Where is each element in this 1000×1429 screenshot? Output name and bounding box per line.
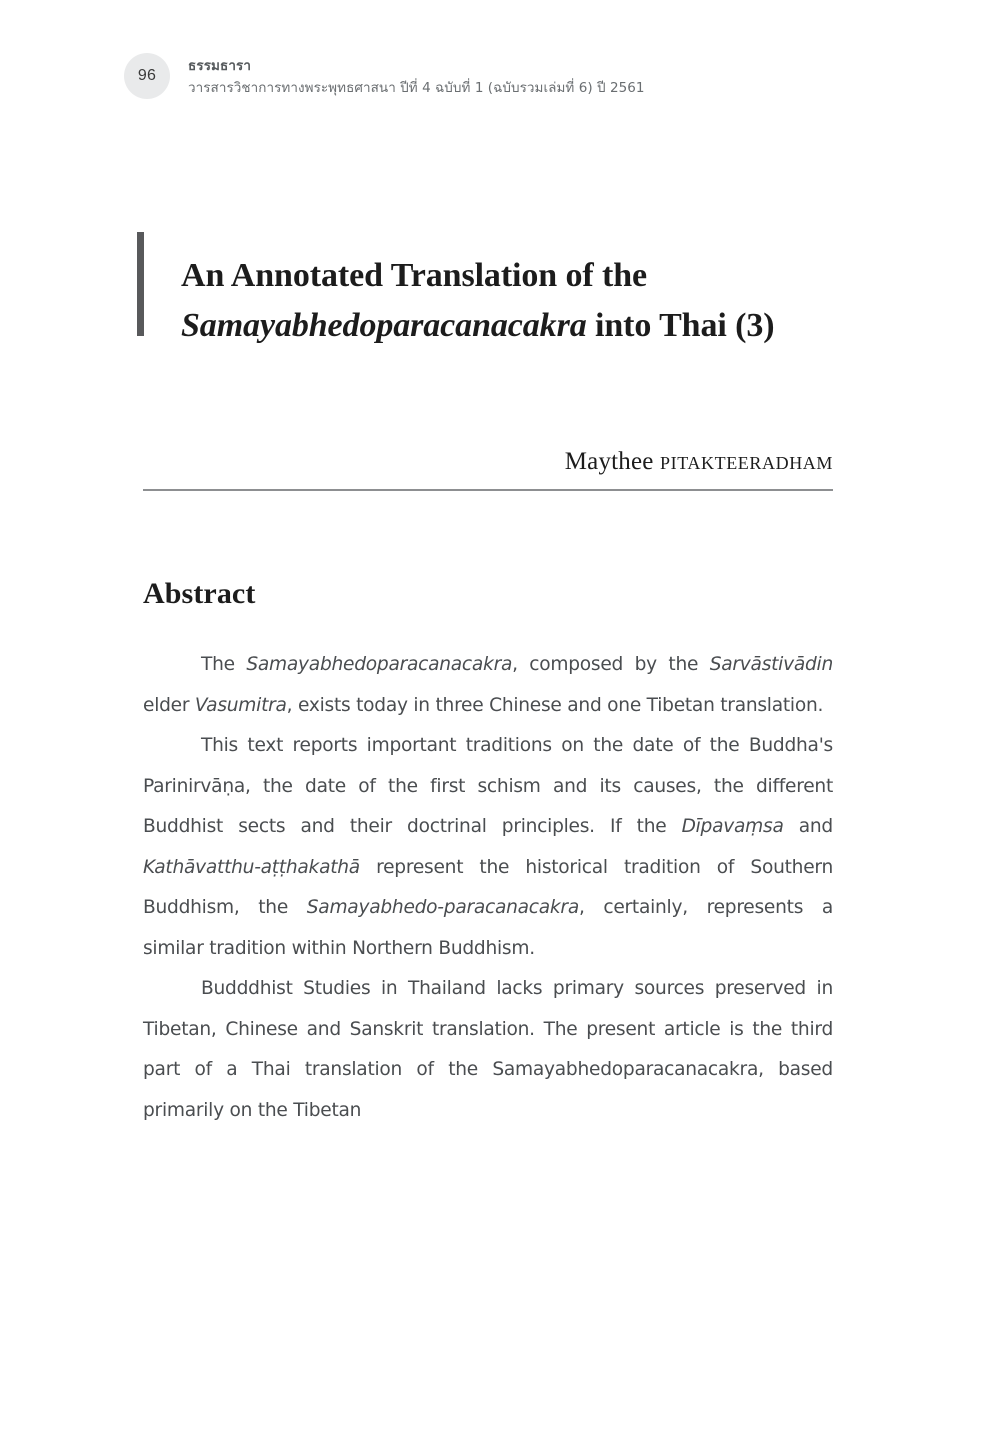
abstract-paragraph — [143, 969, 833, 1131]
abstract-paragraph — [143, 645, 833, 726]
title-line-1: An Annotated Translation of the — [181, 256, 648, 294]
page-number-badge — [124, 53, 170, 99]
running-header — [0, 0, 1000, 130]
term-italic: Sarvāstivādin — [709, 654, 833, 675]
page-number: 96 — [137, 67, 157, 84]
text-run: and — [783, 816, 833, 837]
term-italic: Samayabhedo-paracanacakra — [306, 897, 579, 918]
title-line-2-rest: into Thai (3) — [586, 306, 775, 344]
text-run: represent the historical tradition of Southern Buddhism, the — [143, 856, 833, 918]
journal-issue-info: วารสารวิชาการทางพระพุทธศาสนา ปีที่ 4 ฉบับที่ 1 (ฉบับรวมเล่มที่ 6) ปี 2561 — [188, 79, 645, 96]
author-given-name: Maythee — [564, 448, 661, 475]
author-byline — [143, 447, 833, 477]
term-italic: Dīpavaṃsa — [681, 816, 784, 837]
page-title — [181, 251, 857, 351]
text-run: , composed by the — [512, 654, 710, 675]
title-accent-bar — [137, 232, 144, 336]
text-run: This text reports important traditions on the date of the Buddha's Parinirvāṇa, the date of the first schism and its causes, the different Buddhist sects and their doctrinal principles. If the — [143, 735, 833, 837]
text-run: , certainly, represents a similar tradition within Northern Buddhism. — [143, 897, 833, 959]
term-italic: Samayabhedoparacanacakra — [246, 654, 513, 675]
text-run: , exists today in three Chinese and one Tibetan translation. — [286, 694, 824, 716]
journal-masthead — [188, 57, 888, 99]
abstract-body — [143, 645, 833, 1131]
title-work-name: Samayabhedoparacanacakra — [181, 306, 587, 344]
byline-divider — [143, 489, 833, 491]
term-italic: Vasumitra — [194, 694, 287, 716]
abstract-heading: Abstract — [143, 576, 256, 610]
author-surname: pitakteeradham — [660, 448, 833, 475]
journal-name: ธรรมธารา — [188, 58, 252, 74]
abstract-paragraph — [143, 726, 833, 969]
text-run: elder — [143, 694, 195, 716]
article-title-block — [137, 228, 857, 373]
term-italic: Kathāvatthu-aṭṭhakathā — [143, 856, 360, 878]
text-run: The — [201, 654, 247, 675]
text-run: Budddhist Studies in Thailand lacks primary sources preserved in Tibetan, Chinese and Sanskrit translation. The present article is the third part of a Thai translation of the Samayabhedoparacanacakra, based primarily on the Tibetan — [143, 978, 833, 1121]
